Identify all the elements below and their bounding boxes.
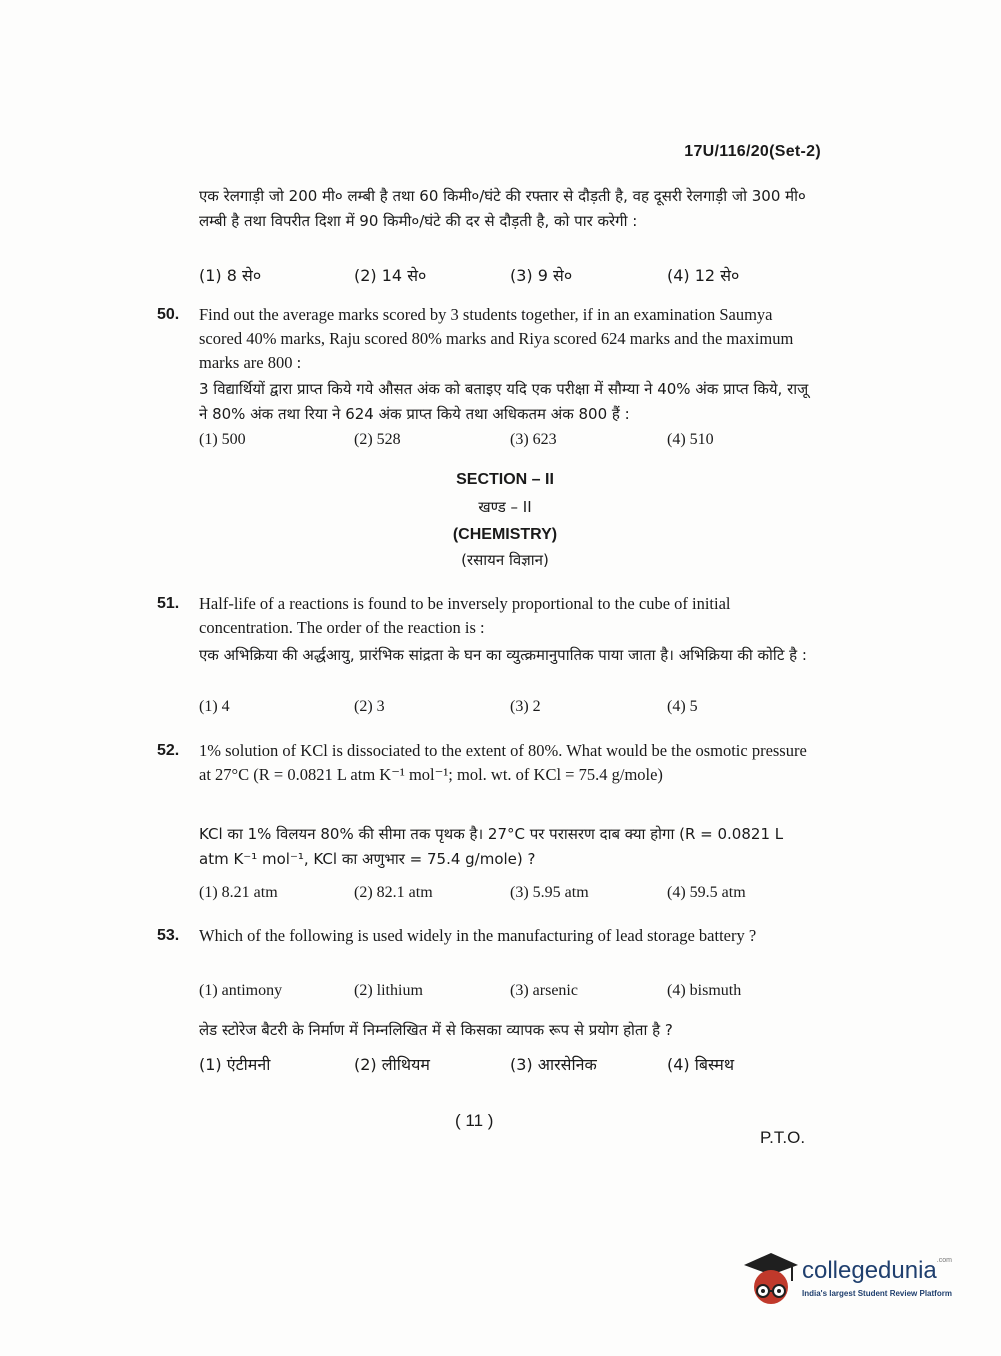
q51-option-2: (2) 3 bbox=[354, 698, 385, 715]
q51-option-3: (3) 2 bbox=[510, 698, 541, 715]
q50-option-4: (4) 510 bbox=[667, 431, 714, 448]
q52-option-3: (3) 5.95 atm bbox=[510, 884, 589, 901]
q53-option-1-hindi: (1) एंटीमनी bbox=[199, 1055, 271, 1074]
q50-option-2: (2) 528 bbox=[354, 431, 401, 448]
paper-code: 17U/116/20(Set-2) bbox=[684, 143, 821, 160]
q53-text-hindi: लेड स्टोरेज बैटरी के निर्माण में निम्नलिखित में से किसका व्यापक रूप से प्रयोग होता है ? bbox=[199, 1021, 673, 1039]
q49-text-hindi: एक रेलगाड़ी जो 200 मी० लम्बी है तथा 60 किमी०/घंटे की रफ्तार से दौड़ती है, वह दूसरी रेलगाड़ी जो 300 मी० लम्बी है तथा विपरीत दिशा में 90 किमी०/घंटे की दर से दौड़ती है, को पार करेगी : bbox=[199, 187, 806, 230]
q52-option-4: (4) 59.5 atm bbox=[667, 884, 746, 901]
q52-option-2: (2) 82.1 atm bbox=[354, 884, 433, 901]
section-title-hindi: खण्ड – II bbox=[478, 498, 532, 516]
q53-options-english bbox=[199, 982, 819, 1006]
q53-option-4-hindi: (4) बिस्मथ bbox=[667, 1055, 735, 1074]
q49-options bbox=[199, 263, 819, 287]
q51-option-4: (4) 5 bbox=[667, 698, 698, 715]
q51-number: 51. bbox=[157, 595, 180, 612]
q50-text-english: Find out the average marks scored by 3 students together, if in an examination Saumya scored 40% marks, Raju scored 80% marks and Riya scored 624 marks and the maximum marks are 800 : bbox=[199, 305, 794, 372]
q49-option-3: (3) 9 से० bbox=[510, 266, 573, 285]
q53-option-1: (1) antimony bbox=[199, 982, 283, 999]
section-subject-hindi: (रसायन विज्ञान) bbox=[461, 551, 549, 569]
pto-label: P.T.O. bbox=[760, 1128, 806, 1147]
q51-text-english: Half-life of a reactions is found to be inversely proportional to the cube of initial concentration. The order of the reaction is : bbox=[199, 594, 731, 637]
q53-option-2-hindi: (2) लीथियम bbox=[354, 1055, 430, 1074]
q52-option-1: (1) 8.21 atm bbox=[199, 884, 278, 901]
q53-option-3: (3) arsenic bbox=[510, 982, 578, 999]
q51-text-hindi: एक अभिक्रिया की अर्द्धआयु, प्रारंभिक सांद्रता के घन का व्युत्क्रमानुपातिक पाया जाता है। अभिक्रिया की कोटि है : bbox=[199, 646, 807, 664]
q50-number: 50. bbox=[157, 306, 180, 323]
q52-options bbox=[199, 884, 819, 908]
brand-tagline: India's largest Student Review Platform bbox=[802, 1289, 952, 1298]
q50-option-3: (3) 623 bbox=[510, 431, 557, 448]
q49-option-2: (2) 14 से० bbox=[354, 266, 427, 285]
q52-text-hindi: KCl का 1% विलयन 80% की सीमा तक पृथक है। 27°C पर परासरण दाब क्या होगा (R = 0.0821 L atm K⁻¹ mol⁻¹, KCl का अणुभार = 75.4 g/mole) ? bbox=[199, 825, 784, 868]
q53-option-4: (4) bismuth bbox=[667, 982, 742, 999]
q49-option-1: (1) 8 से० bbox=[199, 266, 262, 285]
q51-option-1: (1) 4 bbox=[199, 698, 230, 715]
q50-option-1: (1) 500 bbox=[199, 431, 246, 448]
q53-options-hindi bbox=[199, 1052, 819, 1076]
q50-options bbox=[199, 431, 819, 455]
q53-option-3-hindi: (3) आरसेनिक bbox=[510, 1055, 597, 1074]
q52-number: 52. bbox=[157, 742, 180, 759]
section-subject: (CHEMISTRY) bbox=[452, 526, 558, 543]
q51-options bbox=[199, 698, 819, 722]
q49-option-4: (4) 12 से० bbox=[667, 266, 740, 285]
brand-logo bbox=[742, 1251, 972, 1315]
q52-text-english: 1% solution of KCl is dissociated to the extent of 80%. What would be the osmotic pressure at 27°C (R = 0.0821 L atm K⁻¹ mol⁻¹; mol. wt. of KCl = 75.4 g/mole) bbox=[199, 741, 807, 784]
mascot-icon bbox=[742, 1251, 800, 1315]
q53-option-2: (2) lithium bbox=[354, 982, 423, 999]
q50-text-hindi: 3 विद्यार्थियों द्वारा प्राप्त किये गये औसत अंक को बताइए यदि एक परीक्षा में सौम्या ने 40% अंक प्राप्त किये, राजू ने 80% अंक तथा रिया ने 624 अंक प्राप्त किये तथा अधिकतम अंक 800 हैं : bbox=[199, 380, 809, 423]
q53-number: 53. bbox=[157, 927, 180, 944]
q53-text-english: Which of the following is used widely in the manufacturing of lead storage battery ? bbox=[199, 926, 757, 945]
section-title: SECTION – II bbox=[456, 471, 554, 488]
brand-name: collegedunia$^{.com}$ bbox=[802, 1257, 952, 1284]
page-number: ( 11 ) bbox=[455, 1111, 494, 1130]
